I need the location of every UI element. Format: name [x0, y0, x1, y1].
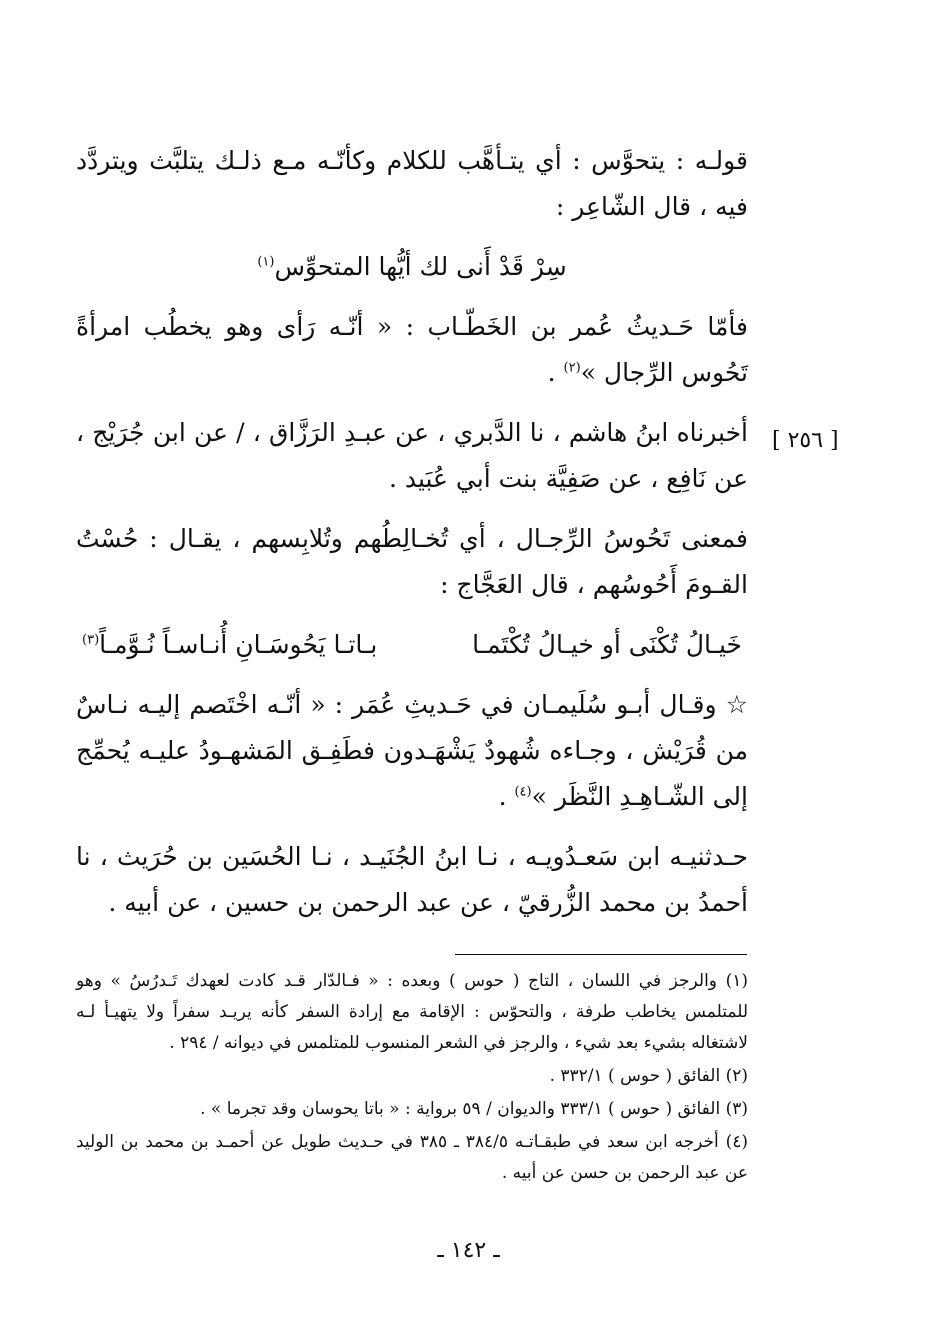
main-text — [76, 138, 748, 940]
paragraph-4-text: فمعنى تَحُوسُ الرِّجـال ، أي تُخـالِطُهم وتُلابِسهم ، يقـال : حُسْتُ القـومَ أَحُوسُهم ، قال العَجَّاج : — [76, 524, 748, 599]
paragraph-6-text: حـدثنيـه ابن سَعـدُويـه ، نـا ابنُ الجُنَيـد ، نـا الحُسَين بن حُرَيث ، نا أحمدُ بن محمد الزُّرقيّ ، عن عبد الرحمن بن حسين ، عن أبيه . — [76, 842, 748, 917]
footnote-divider — [455, 954, 747, 955]
footnote-2: (٢) الفائق ( حوس ) ٣٣٢/١ . — [549, 1066, 748, 1086]
paragraph-1 — [76, 138, 748, 230]
verse-2-hemistich-2-wrap — [82, 622, 377, 668]
footnote-ref-2: (٢) — [563, 360, 581, 376]
footnotes — [76, 966, 748, 1191]
footnote-3: (٣) الفائق ( حوس ) ٣٣٣/١ والديوان / ٥٩ برواية : « باتا يحوسان وقد تجرما » . — [200, 1099, 748, 1119]
page-number: ـ ١٤٢ ـ — [437, 1238, 500, 1263]
paragraph-3-text: أخبرناه ابنُ هاشم ، نا الدَّبري ، عن عبـدِ الرَزَّاق ، / عن ابن جُرَيْج ، عن نَافِع ، عن صَفِيَّة بنت أبي عُبَيد . — [76, 418, 748, 493]
paragraph-3 — [76, 410, 748, 502]
paragraph-5 — [76, 682, 748, 820]
paragraph-2-text: فأمّا حَـديثُ عُمر بن الخَطّـاب : « أنّـه رَأى وهو يخطُب امرأةً تَحُوس الرِّجال » — [76, 312, 748, 387]
footnote-ref-4: (٤) — [514, 784, 532, 800]
paragraph-4 — [76, 516, 748, 608]
paragraph-6 — [76, 834, 748, 926]
verse-2 — [76, 622, 748, 668]
footnote-1: (١) والرجز في اللسان ، التاج ( حوس ) وبعده : « فـالدّار قـد كادت لعهدك تَـدرُسُ » وهو للمتلمس يخاطب طرفة ، والتحوّس : الإقامة مع إرادة السفر كأنه يريـد سفراً ولا يتهيـأ لـه لاشتغاله بشيء بعد شيء ، والرجز في الشعر المنسوب للمتلمس في ديوانه / ٢٩٤ . — [76, 971, 748, 1053]
footnote-ref-3: (٣) — [82, 632, 100, 648]
verse-2-hemistich-1: خَيـالُ تُكْنَى أو خيـالُ تُكْتَمـا — [472, 630, 742, 659]
paragraph-5-end: . — [498, 782, 515, 811]
verse-1 — [76, 244, 748, 290]
verse-2-hemistich-2: بـاتـا يَحُوسَـانِ أُنـاسـاً نُـوَّمـاً — [99, 630, 378, 659]
paragraph-2-end: . — [547, 358, 564, 387]
footnote-4: (٤) أخرجه ابن سعد في طبقـاتـه ٣٨٤/٥ ـ ٣٨٥ في حـديث طويل عن أحمـد بن محمد بن الوليد عن عبد الرحمن بن حسن عن أبيه . — [76, 1132, 748, 1183]
verse-1-text: سِرْ قَدْ أَنى لك أيُّها المتحوِّس — [274, 252, 567, 281]
paragraph-2 — [76, 304, 748, 396]
paragraph-1-text: قولـه : يتحوَّس : أي يتـأهَّب للكلام وكأنّـه مـع ذلـك يتلبَّث ويتردَّد فيه ، قال الشّاعِر : — [76, 146, 748, 221]
footnote-ref-1: (١) — [257, 254, 275, 270]
marginal-page-marker: [ ٢٥٦ ] — [772, 428, 839, 453]
paragraph-5-text: ☆ وقـال أبـو سُلَيمـان في حَـديثِ عُمَر : « أنّـه اخْتَصم إليـه نـاسٌ من قُرَيْش ، وجـاءه شُهودٌ يَشْهَـدون فطَفِـق المَشهـودُ عليـه يُحمِّج إلى الشّـاهِـدِ النَّظَر » — [76, 690, 748, 811]
